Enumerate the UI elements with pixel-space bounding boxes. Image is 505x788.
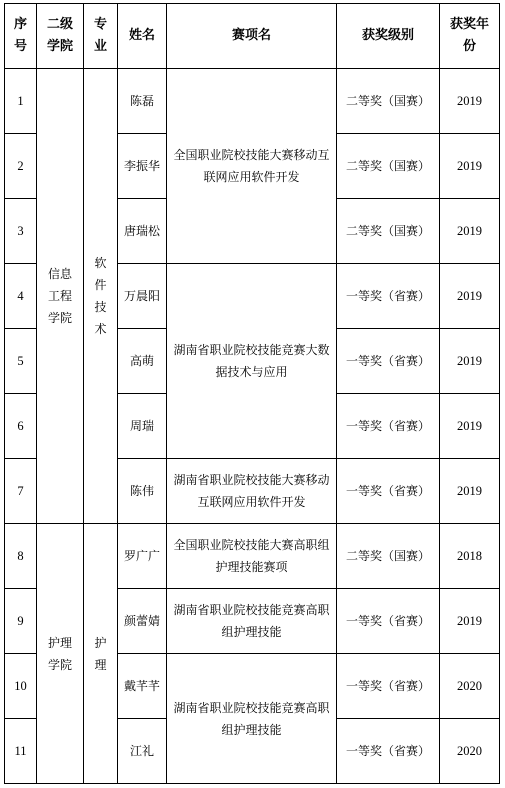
seq-cell: 1 (5, 69, 37, 134)
table-row (5, 524, 500, 589)
event-cell: 全国职业院校技能大赛高职组护理技能赛项 (167, 524, 337, 589)
level-cell: 二等奖（国赛） (337, 134, 440, 199)
seq-cell: 5 (5, 329, 37, 394)
event-cell: 湖南省职业院校技能大赛移动互联网应用软件开发 (167, 459, 337, 524)
seq-cell: 3 (5, 199, 37, 264)
level-cell: 一等奖（省赛） (337, 329, 440, 394)
name-cell: 陈伟 (118, 459, 167, 524)
name-cell: 李振华 (118, 134, 167, 199)
name-cell: 戴芊芊 (118, 654, 167, 719)
level-cell: 二等奖（国赛） (337, 199, 440, 264)
name-cell: 唐瑞松 (118, 199, 167, 264)
seq-cell: 9 (5, 589, 37, 654)
year-cell: 2019 (440, 589, 500, 654)
header-row (5, 4, 500, 69)
level-cell: 二等奖（国赛） (337, 69, 440, 134)
major-cell: 护理 (84, 524, 118, 784)
table-row (5, 69, 500, 134)
seq-cell: 10 (5, 654, 37, 719)
event-cell: 全国职业院校技能大赛移动互联网应用软件开发 (167, 69, 337, 264)
year-cell: 2020 (440, 654, 500, 719)
header-level: 获奖级别 (337, 4, 440, 69)
year-cell: 2019 (440, 459, 500, 524)
name-cell: 江礼 (118, 719, 167, 784)
level-cell: 一等奖（省赛） (337, 394, 440, 459)
seq-cell: 4 (5, 264, 37, 329)
level-cell: 二等奖（国赛） (337, 524, 440, 589)
awards-table (4, 3, 500, 784)
header-year: 获奖年份 (440, 4, 500, 69)
header-name: 姓名 (118, 4, 167, 69)
name-cell: 周瑞 (118, 394, 167, 459)
level-cell: 一等奖（省赛） (337, 589, 440, 654)
seq-cell: 6 (5, 394, 37, 459)
level-cell: 一等奖（省赛） (337, 264, 440, 329)
name-cell: 颜蕾婧 (118, 589, 167, 654)
seq-cell: 8 (5, 524, 37, 589)
event-cell: 湖南省职业院校技能竞赛高职组护理技能 (167, 589, 337, 654)
header-event: 赛项名 (167, 4, 337, 69)
header-seq: 序号 (5, 4, 37, 69)
level-cell: 一等奖（省赛） (337, 459, 440, 524)
college-cell: 护理学院 (37, 524, 84, 784)
year-cell: 2019 (440, 199, 500, 264)
header-college: 二级学院 (37, 4, 84, 69)
seq-cell: 11 (5, 719, 37, 784)
header-major: 专业 (84, 4, 118, 69)
year-cell: 2018 (440, 524, 500, 589)
name-cell: 万晨阳 (118, 264, 167, 329)
level-cell: 一等奖（省赛） (337, 654, 440, 719)
name-cell: 陈磊 (118, 69, 167, 134)
year-cell: 2019 (440, 69, 500, 134)
name-cell: 高萌 (118, 329, 167, 394)
seq-cell: 2 (5, 134, 37, 199)
seq-cell: 7 (5, 459, 37, 524)
year-cell: 2019 (440, 134, 500, 199)
major-cell: 软件技术 (84, 69, 118, 524)
year-cell: 2019 (440, 264, 500, 329)
name-cell: 罗广广 (118, 524, 167, 589)
college-cell: 信息工程学院 (37, 69, 84, 524)
year-cell: 2019 (440, 394, 500, 459)
level-cell: 一等奖（省赛） (337, 719, 440, 784)
year-cell: 2019 (440, 329, 500, 394)
event-cell: 湖南省职业院校技能竞赛大数据技术与应用 (167, 264, 337, 459)
event-cell: 湖南省职业院校技能竞赛高职组护理技能 (167, 654, 337, 784)
year-cell: 2020 (440, 719, 500, 784)
